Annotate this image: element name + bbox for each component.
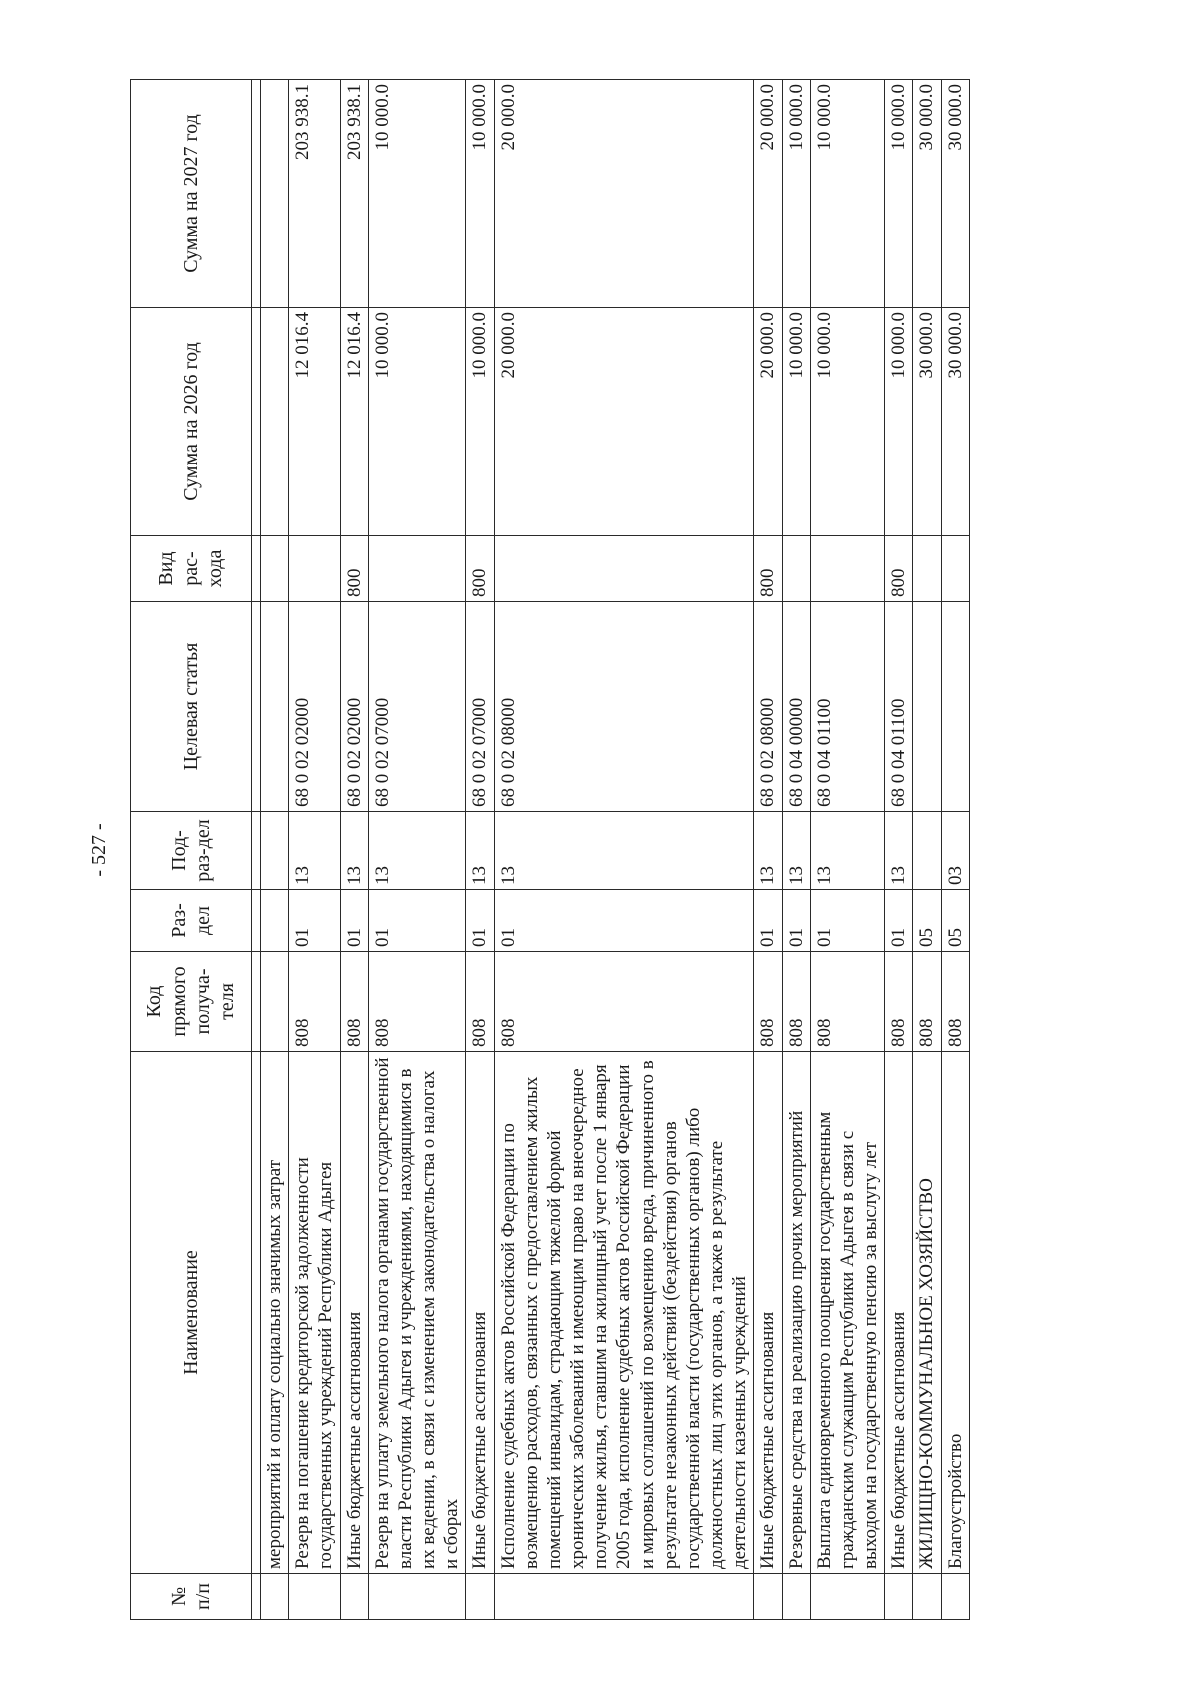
cell-expense-type (368, 536, 466, 602)
page-number: - 527 - (88, 823, 110, 877)
cell-sum-2026: 12 016.4 (289, 308, 340, 536)
table-row (466, 80, 494, 1620)
cell-expense-type (289, 536, 340, 602)
cell-row-number (289, 1574, 340, 1620)
cell-subsection: 13 (466, 812, 494, 890)
header-name: Наименование (131, 1052, 252, 1574)
cell-subsection: 13 (368, 812, 466, 890)
cell-recipient-code: 808 (494, 952, 754, 1052)
cell-expense-type: 800 (885, 536, 913, 602)
cell-name: Иные бюджетные ассигнования (340, 1052, 368, 1574)
table-row (494, 80, 754, 1620)
cell-sum-2026: 10 000.0 (810, 308, 885, 536)
cell-sum-2027: 203 938.1 (340, 80, 368, 308)
cell-subsection (261, 812, 289, 890)
cell-name: ЖИЛИЩНО-КОММУНАЛЬНОЕ ХОЗЯЙСТВО (913, 1052, 941, 1574)
cell-subsection: 13 (340, 812, 368, 890)
table-row (810, 80, 885, 1620)
cell-recipient-code: 808 (941, 952, 969, 1052)
cell-section: 01 (754, 890, 782, 952)
cell-row-number (810, 1574, 885, 1620)
header-recipient-code: Код прямого получа-теля (131, 952, 252, 1052)
cell-recipient-code: 808 (368, 952, 466, 1052)
cell-sum-2026: 30 000.0 (913, 308, 941, 536)
spacer-row (252, 80, 261, 1620)
cell-sum-2026: 20 000.0 (754, 308, 782, 536)
cell-section: 01 (494, 890, 754, 952)
table-row (340, 80, 368, 1620)
cell-subsection: 13 (782, 812, 810, 890)
cell-expense-type (494, 536, 754, 602)
cell-sum-2027: 20 000.0 (754, 80, 782, 308)
cell-sum-2027: 10 000.0 (810, 80, 885, 308)
header-subsection: Под-раз-дел (131, 812, 252, 890)
cell-sum-2026: 10 000.0 (782, 308, 810, 536)
cell-target-article: 68 0 04 00000 (782, 602, 810, 812)
cell-section: 01 (810, 890, 885, 952)
cell-target-article: 68 0 02 07000 (368, 602, 466, 812)
header-row-number: № п/п (131, 1574, 252, 1620)
cell-target-article (941, 602, 969, 812)
cell-subsection: 13 (754, 812, 782, 890)
rotated-document-page (88, 70, 1168, 1630)
cell-name: Иные бюджетные ассигнования (754, 1052, 782, 1574)
cell-name: Резерв на уплату земельного налога органами государственной власти Республики Адыгея и учреждениями, находящимися в их ведении, в связи с изменением законодательства о налогах и сборах (368, 1052, 466, 1574)
cell-sum-2026: 30 000.0 (941, 308, 969, 536)
cell-expense-type (261, 536, 289, 602)
cell-subsection (913, 812, 941, 890)
cell-row-number (466, 1574, 494, 1620)
table-row (885, 80, 913, 1620)
table-row (754, 80, 782, 1620)
cell-expense-type (941, 536, 969, 602)
cell-recipient-code: 808 (754, 952, 782, 1052)
cell-expense-type: 800 (754, 536, 782, 602)
cell-sum-2027: 10 000.0 (368, 80, 466, 308)
table-row (261, 80, 289, 1620)
cell-row-number (941, 1574, 969, 1620)
cell-row-number (754, 1574, 782, 1620)
cell-section: 01 (368, 890, 466, 952)
table-row (368, 80, 466, 1620)
cell-target-article: 68 0 02 07000 (466, 602, 494, 812)
cell-row-number (261, 1574, 289, 1620)
cell-target-article: 68 0 02 02000 (289, 602, 340, 812)
cell-row-number (885, 1574, 913, 1620)
cell-expense-type (913, 536, 941, 602)
cell-row-number (782, 1574, 810, 1620)
cell-target-article: 68 0 02 08000 (754, 602, 782, 812)
cell-recipient-code: 808 (913, 952, 941, 1052)
cell-expense-type: 800 (340, 536, 368, 602)
cell-name: Резерв на погашение кредиторской задолженности государственных учреждений Республики Адыгея (289, 1052, 340, 1574)
cell-recipient-code: 808 (885, 952, 913, 1052)
cell-expense-type (782, 536, 810, 602)
cell-name: Иные бюджетные ассигнования (466, 1052, 494, 1574)
cell-name: Выплата единовременного поощрения государственным гражданским служащим Республики Адыгея в связи с выходом на государственную пенсию за выслугу лет (810, 1052, 885, 1574)
cell-section: 05 (941, 890, 969, 952)
cell-target-article (261, 602, 289, 812)
header-sum-2027: Сумма на 2027 год (131, 80, 252, 308)
cell-sum-2027: 30 000.0 (941, 80, 969, 308)
table-body (252, 80, 970, 1620)
cell-sum-2027: 10 000.0 (782, 80, 810, 308)
cell-sum-2027: 10 000.0 (466, 80, 494, 308)
cell-sum-2027: 10 000.0 (885, 80, 913, 308)
cell-target-article: 68 0 04 01100 (810, 602, 885, 812)
header-expense-type: Вид рас-хода (131, 536, 252, 602)
cell-sum-2026: 20 000.0 (494, 308, 754, 536)
cell-name: Исполнение судебных актов Российской Федерации по возмещению расходов, связанных с предоставлением жилых помещений инвалидам, страдающим тяжелой формой хронических заболеваний и имеющим право на внеочередное получение жилья, ставшим на жилищный учет после 1 января 2005 года, исполнение судебных актов Российской Федерации и мировых соглашений по возмещению вреда, причиненного в результате незаконных действий (бездействия) органов государственной власти (государственных органов) либо должностных лиц этих органов, а также в результате деятельности казенных учреждений (494, 1052, 754, 1574)
table-row (913, 80, 941, 1620)
cell-section: 05 (913, 890, 941, 952)
cell-recipient-code: 808 (289, 952, 340, 1052)
cell-expense-type: 800 (466, 536, 494, 602)
budget-allocation-table (130, 79, 970, 1620)
cell-subsection: 13 (810, 812, 885, 890)
cell-sum-2027: 30 000.0 (913, 80, 941, 308)
cell-sum-2026 (261, 308, 289, 536)
cell-recipient-code: 808 (810, 952, 885, 1052)
cell-sum-2026: 12 016.4 (340, 308, 368, 536)
cell-target-article: 68 0 04 01100 (885, 602, 913, 812)
cell-sum-2027: 20 000.0 (494, 80, 754, 308)
cell-row-number (340, 1574, 368, 1620)
table-row (941, 80, 969, 1620)
header-target-article: Целевая статья (131, 602, 252, 812)
cell-row-number (494, 1574, 754, 1620)
cell-sum-2026: 10 000.0 (368, 308, 466, 536)
cell-recipient-code: 808 (782, 952, 810, 1052)
cell-subsection: 13 (289, 812, 340, 890)
cell-target-article (913, 602, 941, 812)
cell-name: Благоустройство (941, 1052, 969, 1574)
table-row (289, 80, 340, 1620)
cell-section: 01 (782, 890, 810, 952)
cell-expense-type (810, 536, 885, 602)
cell-subsection: 13 (494, 812, 754, 890)
cell-recipient-code (261, 952, 289, 1052)
cell-section: 01 (885, 890, 913, 952)
cell-recipient-code: 808 (466, 952, 494, 1052)
cell-section: 01 (466, 890, 494, 952)
cell-sum-2027: 203 938.1 (289, 80, 340, 308)
table-row (782, 80, 810, 1620)
cell-row-number (913, 1574, 941, 1620)
cell-section (261, 890, 289, 952)
cell-section: 01 (340, 890, 368, 952)
header-sum-2026: Сумма на 2026 год (131, 308, 252, 536)
cell-section: 01 (289, 890, 340, 952)
cell-sum-2026: 10 000.0 (885, 308, 913, 536)
cell-target-article: 68 0 02 02000 (340, 602, 368, 812)
cell-name: Резервные средства на реализацию прочих мероприятий (782, 1052, 810, 1574)
cell-recipient-code: 808 (340, 952, 368, 1052)
cell-subsection: 13 (885, 812, 913, 890)
cell-subsection: 03 (941, 812, 969, 890)
cell-target-article: 68 0 02 08000 (494, 602, 754, 812)
cell-row-number (368, 1574, 466, 1620)
cell-sum-2027 (261, 80, 289, 308)
cell-name: мероприятий и оплату социально значимых затрат (261, 1052, 289, 1574)
cell-sum-2026: 10 000.0 (466, 308, 494, 536)
header-section: Раз-дел (131, 890, 252, 952)
cell-name: Иные бюджетные ассигнования (885, 1052, 913, 1574)
table-header-row (131, 80, 252, 1620)
